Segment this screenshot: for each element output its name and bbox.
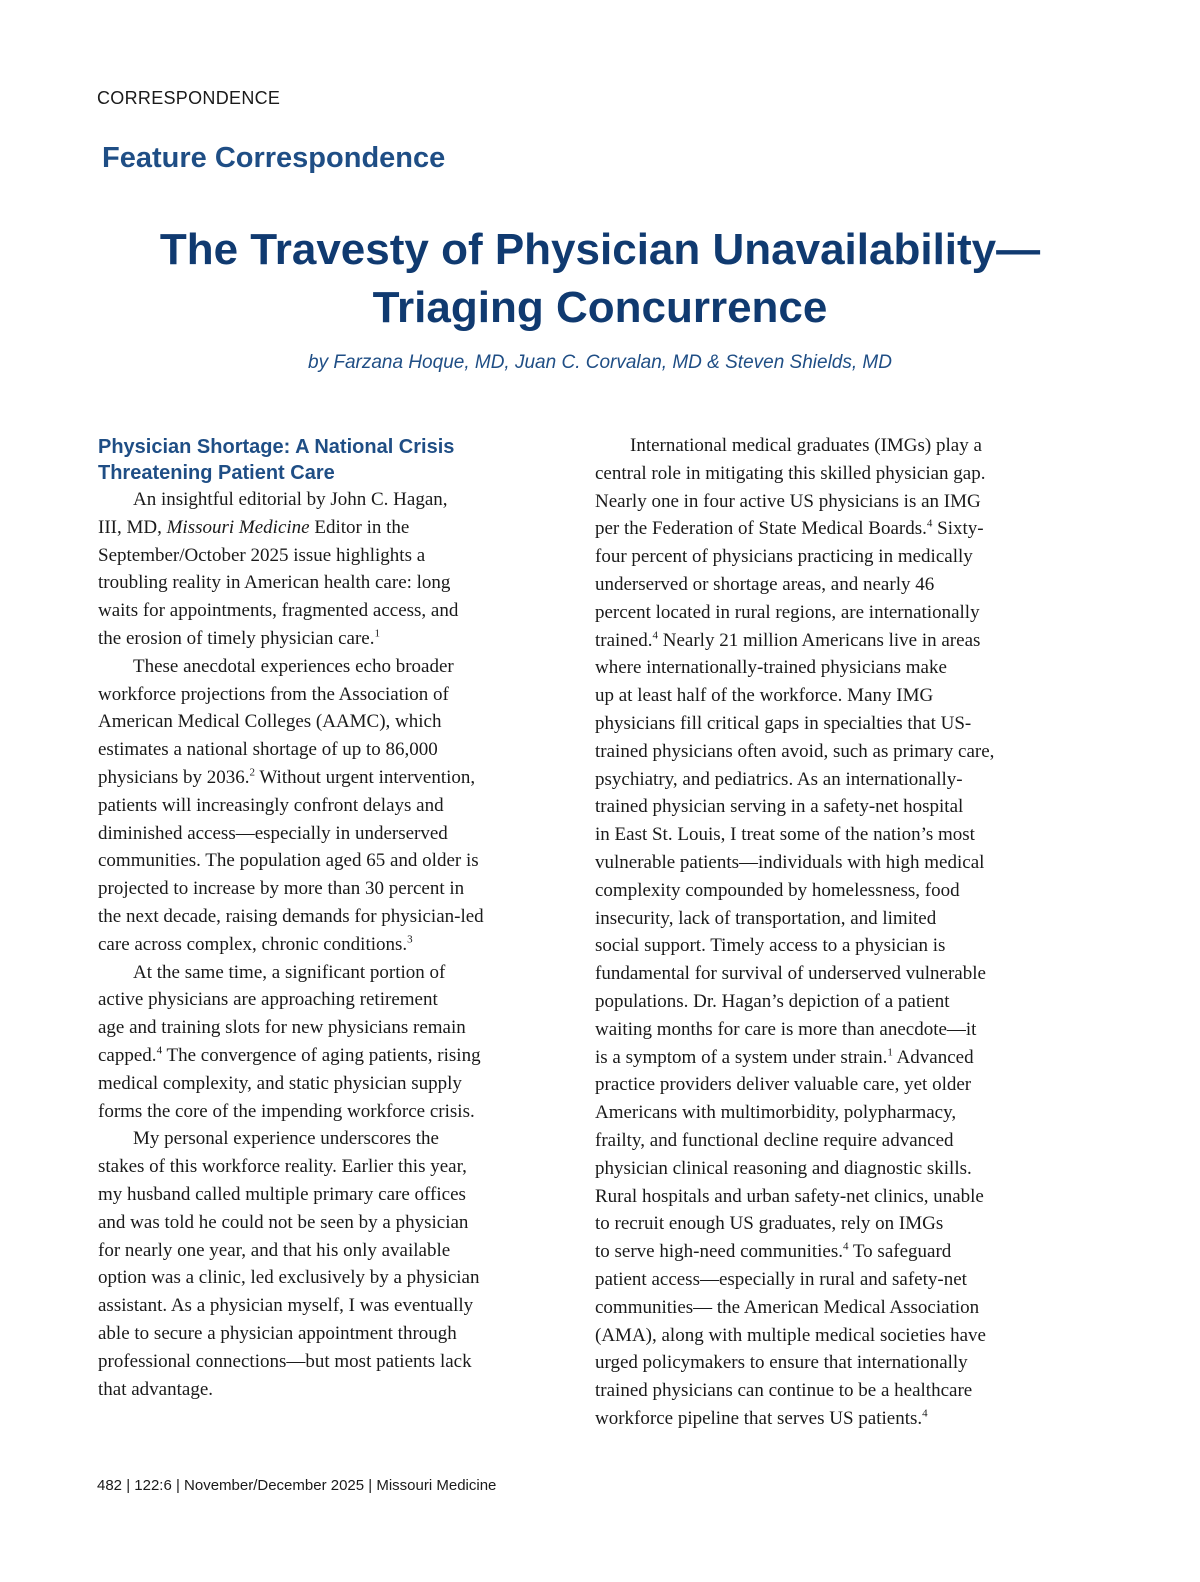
- text-line: option was a clinic, led exclusively by a physician: [98, 1267, 480, 1289]
- text-line: urged policymakers to ensure that internationally: [595, 1352, 968, 1374]
- text-line: An insightful editorial by John C. Hagan,: [133, 489, 448, 510]
- text-line: communities. The population aged 65 and older is: [98, 850, 479, 872]
- text-line: central role in mitigating this skilled physician gap.: [595, 462, 986, 484]
- text-line: Rural hospitals and urban safety-net clinics, unable: [595, 1185, 984, 1207]
- reference-marker: 3: [407, 933, 413, 946]
- left-column: [98, 432, 538, 1403]
- text-line: the next decade, raising demands for physician-led: [98, 905, 484, 927]
- text-line: communities— the American Medical Association: [595, 1296, 980, 1318]
- text-line: per the Federation of State Medical Boards.$^4$ Sixty-: [595, 518, 984, 540]
- text-line: my husband called multiple primary care offices: [98, 1183, 466, 1205]
- text-line: active physicians are approaching retirement: [98, 989, 438, 1011]
- text-line: (AMA), along with multiple medical societies have: [595, 1324, 986, 1346]
- text-line: estimates a national shortage of up to 86,000: [98, 739, 438, 761]
- reference-marker: 4: [843, 1240, 849, 1253]
- text-line: At the same time, a significant portion of: [133, 961, 446, 983]
- reference-marker: 1: [374, 627, 380, 640]
- subhead-line: Physician Shortage: A National Crisis: [98, 436, 455, 458]
- text-line: professional connections—but most patients lack: [98, 1350, 472, 1372]
- journal-name: Missouri Medicine: [166, 516, 310, 538]
- section-label: CORRESPONDENCE: [97, 88, 281, 108]
- page-footer: 482 | 122:6 | November/December 2025 | Missouri Medicine: [97, 1477, 497, 1494]
- text-line: social support. Timely access to a physician is: [595, 935, 946, 957]
- text-line: physicians fill critical gaps in specialties that US-: [595, 712, 972, 734]
- text-line: to recruit enough US graduates, rely on IMGs: [595, 1213, 944, 1235]
- text-line: where internationally-trained physicians make: [595, 657, 947, 679]
- article-title-line-1: The Travesty of Physician Unavailability—: [159, 225, 1041, 274]
- text-line: American Medical Colleges (AAMC), which: [98, 711, 442, 733]
- text-line: medical complexity, and static physician supply: [98, 1072, 462, 1094]
- text-line: underserved or shortage areas, and nearly 46: [595, 573, 935, 595]
- reference-marker: 4: [652, 629, 659, 642]
- text-line: percent located in rural regions, are internationally: [595, 601, 980, 623]
- text-line: is a symptom of a system under strain.$^1$ Advanced: [595, 1046, 974, 1068]
- text-line: My personal experience underscores the: [133, 1128, 439, 1150]
- text-line: able to secure a physician appointment through: [98, 1322, 457, 1344]
- text-line: International medical graduates (IMGs) play a: [630, 435, 982, 456]
- text-line: practice providers deliver valuable care, yet older: [595, 1074, 972, 1096]
- text-line: in East St. Louis, I treat some of the nation’s most: [595, 824, 975, 846]
- text-line: waits for appointments, fragmented access, and: [98, 600, 459, 622]
- reference-marker: 4: [922, 1407, 928, 1420]
- reference-marker: 4: [156, 1044, 163, 1057]
- text-line: trained physicians often avoid, such as primary care,: [595, 740, 995, 762]
- text-line: trained.$^4$ Nearly 21 million Americans live in areas: [595, 629, 981, 651]
- text-line: III, MD, Missouri Medicine Editor in the: [98, 516, 410, 538]
- text-line: stakes of this workforce reality. Earlier this year,: [98, 1156, 467, 1178]
- text-line: physician clinical reasoning and diagnostic skills.: [595, 1157, 972, 1179]
- text-line: capped.$^4$ The convergence of aging patients, rising: [98, 1044, 481, 1066]
- reference-marker: 1: [887, 1046, 893, 1059]
- byline: by Farzana Hoque, MD, Juan C. Corvalan, MD & Steven Shields, MD: [308, 352, 892, 373]
- text-line: the erosion of timely physician care.$^1$: [98, 627, 380, 649]
- text-line: frailty, and functional decline require advanced: [595, 1129, 954, 1151]
- text-line: that advantage.: [98, 1378, 214, 1400]
- text-line: insecurity, lack of transportation, and limited: [595, 907, 937, 929]
- text-line: up at least half of the workforce. Many IMG: [595, 685, 934, 707]
- text-line: projected to increase by more than 30 percent in: [98, 878, 465, 900]
- text-line: four percent of physicians practicing in medically: [595, 546, 973, 568]
- text-line: to serve high-need communities.$^4$ To safeguard: [595, 1240, 952, 1263]
- text-line: Nearly one in four active US physicians is an IMG: [595, 490, 981, 512]
- text-line: age and training slots for new physicians remain: [98, 1017, 466, 1039]
- subhead-line: Threatening Patient Care: [98, 462, 335, 484]
- text-line: patient access—especially in rural and safety-net: [595, 1268, 967, 1290]
- text-line: trained physician serving in a safety-net hospital: [595, 796, 964, 818]
- text-line: vulnerable patients—individuals with high medical: [595, 851, 985, 873]
- text-line: waiting months for care is more than anecdote—it: [595, 1018, 977, 1040]
- text-line: September/October 2025 issue highlights a: [98, 544, 426, 566]
- text-line: and was told he could not be seen by a physician: [98, 1211, 469, 1233]
- text-line: patients will increasingly confront delays and: [98, 794, 444, 816]
- text-line: Americans with multimorbidity, polypharmacy,: [595, 1102, 957, 1124]
- text-line: forms the core of the impending workforce crisis.: [98, 1100, 475, 1122]
- text-line: troubling reality in American health care: long: [98, 572, 451, 594]
- text-line: fundamental for survival of underserved vulnerable: [595, 963, 986, 985]
- text-line: care across complex, chronic conditions.$^3$: [98, 933, 413, 955]
- reference-marker: 2: [249, 766, 255, 779]
- text-line: diminished access—especially in underserved: [98, 822, 448, 844]
- section-subhead: [98, 434, 538, 486]
- text-line: workforce pipeline that serves US patients.$^4$: [595, 1407, 928, 1429]
- text-line: physicians by 2036.$^2$ Without urgent intervention,: [98, 766, 476, 788]
- text-line: assistant. As a physician myself, I was eventually: [98, 1295, 474, 1317]
- text-line: workforce projections from the Association of: [98, 683, 449, 705]
- text-line: populations. Dr. Hagan’s depiction of a patient: [595, 990, 950, 1012]
- text-line: psychiatry, and pediatrics. As an internationally-: [595, 768, 963, 790]
- reference-marker: 4: [926, 518, 933, 531]
- right-column: [595, 432, 1045, 1433]
- text-line: complexity compounded by homelessness, food: [595, 879, 960, 901]
- article-title-line-2: Triaging Concurrence: [372, 283, 828, 332]
- text-line: These anecdotal experiences echo broader: [133, 655, 454, 677]
- text-line: for nearly one year, and that his only available: [98, 1239, 451, 1261]
- feature-kicker: Feature Correspondence: [102, 142, 446, 174]
- text-line: trained physicians can continue to be a healthcare: [595, 1380, 973, 1402]
